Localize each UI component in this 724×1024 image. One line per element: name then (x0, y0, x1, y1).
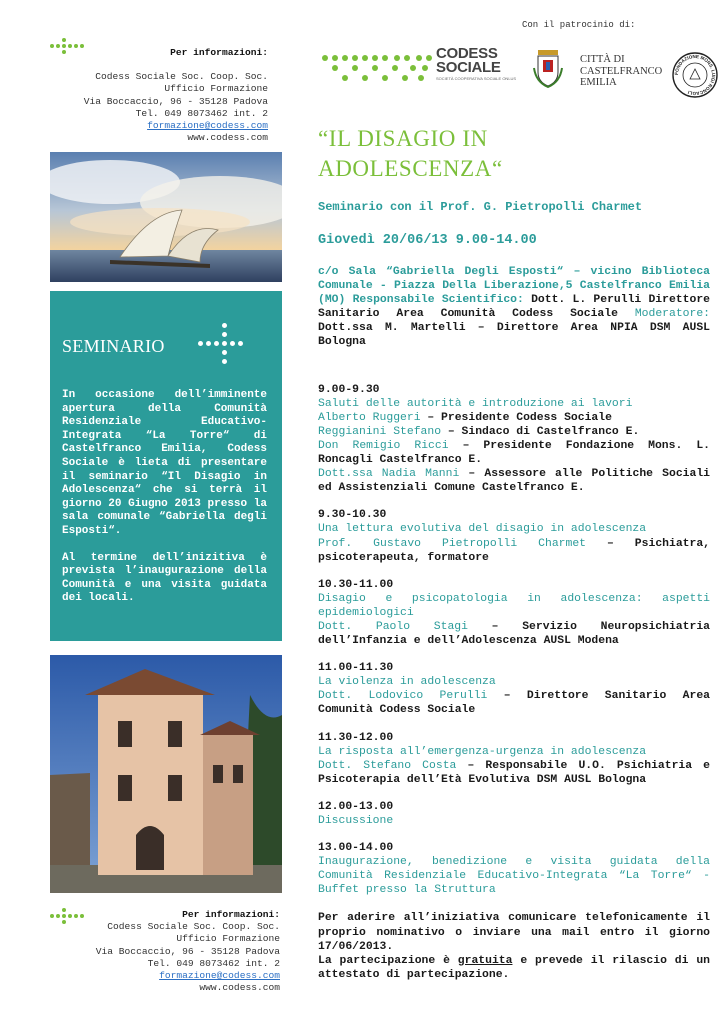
panel-paragraph-1: In occasione dell’imminente apertura della Comunità Residenziale Educativo-Integrata “La Torre“ di Castelfranco Emilia, Codess Sociale è lieta di presentare il seminario “Il Disagio in Adolescenza“ che si terrà il giorno 20 Giugno 2013 presso la sala comunale “Gabriella degli Esposti“. (62, 389, 267, 537)
session-6: 12.00-13.00 Discussione (318, 800, 394, 827)
participation-note: La partecipazione è gratuita e prevede il rilascio di un attestato di partecipazione. (318, 954, 710, 981)
page-title: “IL DISAGIO IN ADOLESCENZA“ (318, 126, 503, 181)
city-crest-icon (532, 48, 564, 88)
scientific-label: Responsabile Scientifico: (352, 294, 524, 307)
svg-text:FONDAZIONE MONS. LUIGI RONCAGL: FONDAZIONE MONS. LUIGI RONCAGLI (673, 53, 717, 97)
codess-subtitle: SOCIETÀ COOPERATIVA SOCIALE ONLUS (436, 76, 517, 81)
contact-block-top (60, 47, 268, 144)
session-7: 13.00-14.00 Inaugurazione, benedizione e visita guidata della Comunità Residenziale Educativo-Integrata “La Torre“ - Buffet presso la Struttura (318, 842, 710, 897)
seminar-speaker-line: Seminario con il Prof. G. Pietropolli Charmet (318, 200, 643, 214)
book-sky-image (50, 152, 282, 282)
contact-phone: Tel. 049 8073462 int. 2 (147, 957, 280, 969)
codess-wordmark: CODESS SOCIALE (436, 45, 501, 76)
foundation-seal-icon (672, 52, 718, 98)
contact-heading: Per informazioni: (170, 47, 268, 58)
contact-email-link[interactable]: formazione@codess.com (147, 120, 268, 132)
contact-block-bottom (72, 909, 280, 994)
contact-address: Via Boccaccio, 96 - 35128 Padova (83, 95, 268, 107)
panel-title: SEMINARIO (62, 336, 165, 356)
program-column (318, 265, 710, 982)
session-1: 9.00-9.30 Saluti delle autorità e introduzione ai lavori Alberto Ruggeri – Presidente Codess Sociale Reggianini Stefano – Sindaco di Castelfranco E. Don Remigio Ricci – Presidente Fondazione Mons. L. Roncagli Castelfranco E. Dott.ssa Nadia Manni – Assessore alle Politiche Sociali ed Assistenziali Comune Castelfranco E. (318, 383, 710, 495)
contact-office: Ufficio Formazione (164, 83, 268, 95)
contact-web[interactable]: www.codess.com (187, 132, 268, 144)
scientific-value: Dott. L. Perulli Direttore Sanitario Area Comunità Codess Sociale (318, 294, 710, 321)
contact-org: Codess Sociale Soc. Coop. Soc. (107, 921, 280, 933)
contact-heading: Per informazioni: (182, 909, 280, 920)
seminar-panel (50, 291, 282, 641)
tower-building-image (50, 655, 282, 893)
moderator-label: Moderatore: (634, 308, 711, 321)
contact-office: Ufficio Formazione (176, 933, 280, 945)
contact-email-link[interactable]: formazione@codess.com (159, 970, 280, 982)
codess-logo (318, 45, 518, 87)
venue: c/o Sala “Gabriella Degli Esposti“ – vicino Biblioteca Comunale - Piazza Della Liberazione,5 Castelfranco Emilia (MO) (318, 266, 710, 307)
contact-address: Via Boccaccio, 96 - 35128 Padova (95, 945, 280, 957)
moderator-value: Dott.ssa M. Martelli – Direttore Area NPIA DSM AUSL Bologna (318, 322, 710, 349)
session-2: 9.30-10.30 Una lettura evolutiva del disagio in adolescenza Prof. Gustavo Pietropolli Charmet – Psichiatra, psicoterapeuta, formatore (318, 509, 711, 564)
contact-org: Codess Sociale Soc. Coop. Soc. (95, 71, 268, 83)
session-3: 10.30-11.00 Disagio e psicopatologia in adolescenza: aspetti epidemiologici Dott. Paolo Stagi – Servizio Neuropsichiatria dell’Infanzia e dell’Adolescenza AUSL Modena (318, 578, 710, 648)
registration-note: Per aderire all’iniziativa comunicare telefonicamente il proprio nominativo o inviare una mail entro il giorno 17/06/2013. (318, 912, 710, 953)
panel-text (62, 389, 267, 619)
patronage-label: Con il patrocinio di: (522, 20, 636, 30)
contact-web[interactable]: www.codess.com (199, 982, 280, 994)
session-5: 11.30-12.00 La risposta all’emergenza-urgenza in adolescenza Dott. Stefano Costa – Responsabile U.O. Psichiatria e Psicoterapia dell’Età Evolutiva DSM AUSL Bologna (318, 731, 710, 786)
city-name: CITTÀ DI CASTELFRANCO EMILIA (580, 54, 663, 88)
panel-dots-icon (198, 323, 258, 363)
contact-phone: Tel. 049 8073462 int. 2 (135, 107, 268, 119)
session-4: 11.00-11.30 La violenza in adolescenza Dott. Lodovico Perulli – Direttore Sanitario Area Comunità Codess Sociale (318, 662, 710, 717)
panel-paragraph-2: Al termine dell’inizitiva è prevista l’inaugurazione della Comunità e una visita guidata dei locali. (62, 551, 267, 605)
seminar-date: Giovedì 20/06/13 9.00-14.00 (318, 233, 537, 248)
